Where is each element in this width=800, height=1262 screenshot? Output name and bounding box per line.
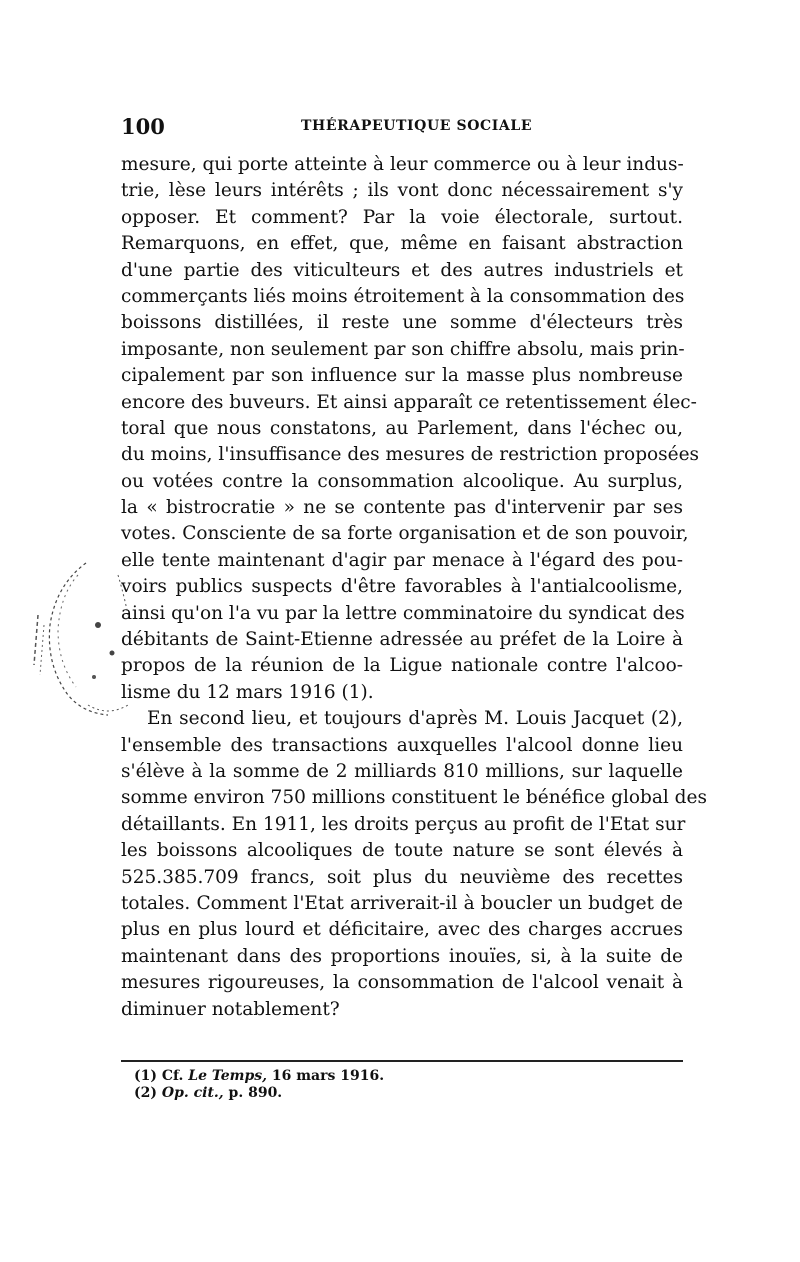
footnote [134, 1085, 654, 1102]
text-line: mesures rigoureuses, la consommation de l'alcool venait à [121, 972, 683, 994]
text-line: elle tente maintenant d'agir par menace à l'égard des pou- [121, 549, 683, 571]
footnote-number: (1) [134, 1068, 157, 1084]
footnote-reference: Le Temps, [188, 1068, 267, 1084]
footnote-detail: p. 890. [228, 1085, 283, 1101]
text-line: opposer. Et comment? Par la voie électorale, surtout. [121, 206, 683, 228]
footnote-rule [121, 1060, 683, 1062]
text-line: détaillants. En 1911, les droits perçus au profit de l'Etat sur [121, 813, 686, 835]
running-title: THÉRAPEUTIQUE SOCIALE [301, 118, 533, 134]
text-line: 525.385.709 francs, soit plus du neuvième des recettes [121, 866, 683, 888]
footnote-prefix: Cf. [161, 1068, 184, 1084]
text-line: plus en plus lourd et déficitaire, avec des charges accrues [121, 919, 683, 941]
text-line: trie, lèse leurs intérêts ; ils vont donc nécessairement s'y [121, 180, 683, 202]
text-line: mesure, qui porte atteinte à leur commerce ou à leur indus- [121, 154, 684, 175]
text-line: toral que nous constatons, au Parlement, dans l'échec ou, [121, 417, 683, 439]
text-line: propos de la réunion de la Ligue nationale contre l'alcoo- [121, 655, 683, 677]
text-line: d'une partie des viticulteurs et des autres industriels et [121, 259, 683, 281]
text-line: diminuer notablement? [121, 998, 340, 1020]
footnote-number: (2) [134, 1085, 157, 1101]
footnote-detail: 16 mars 1916. [271, 1068, 385, 1084]
footnotes [134, 1068, 654, 1102]
text-line: encore des buveurs. Et ainsi apparaît ce retentissement élec- [121, 391, 697, 413]
page-number: 100 [121, 114, 165, 139]
text-line: la « bistrocratie » ne se contente pas d'intervenir par ses [121, 497, 683, 519]
text-line: cipalement par son influence sur la masse plus nombreuse [121, 365, 683, 387]
text-line: ainsi qu'on l'a vu par la lettre comminatoire du syndicat des [121, 602, 685, 624]
text-line: Remarquons, en effet, que, même en faisant abstraction [121, 233, 683, 255]
text-line: imposante, non seulement par son chiffre absolu, mais prin- [121, 338, 685, 360]
footnote-reference: Op. cit., [161, 1085, 224, 1101]
text-line: maintenant dans des proportions inouïes, si, à la suite de [121, 945, 683, 967]
text-line: ou votées contre la consommation alcoolique. Au surplus, [121, 470, 683, 492]
text-line: lisme du 12 mars 1916 (1). [121, 681, 374, 703]
library-stamp-mark [28, 555, 143, 720]
text-line: votes. Consciente de sa forte organisation et de son pouvoir, [121, 523, 689, 545]
text-line: voirs publics suspects d'être favorables à l'antialcoolisme, [121, 576, 683, 598]
text-line: les boissons alcooliques de toute nature se sont élevés à [121, 840, 683, 862]
text-line: somme environ 750 millions constituent le bénéfice global des [121, 787, 707, 809]
text-line: s'élève à la somme de 2 milliards 810 millions, sur laquelle [121, 760, 683, 782]
text-line: l'ensemble des transactions auxquelles l'alcool donne lieu [121, 734, 683, 756]
text-line: du moins, l'insuffisance des mesures de restriction proposées [121, 444, 700, 466]
body-text [121, 152, 707, 1023]
text-line: débitants de Saint-Etienne adressée au préfet de la Loire à [121, 629, 683, 651]
footnote [134, 1068, 654, 1085]
page-header [121, 114, 681, 140]
text-line: totales. Comment l'Etat arriverait-il à boucler un budget de [121, 892, 683, 914]
text-line: boissons distillées, il reste une somme d'électeurs très [121, 312, 683, 334]
text-line: En second lieu, et toujours d'après M. Louis Jacquet (2), [147, 708, 683, 730]
text-line: commerçants liés moins étroitement à la consommation des [121, 285, 685, 307]
